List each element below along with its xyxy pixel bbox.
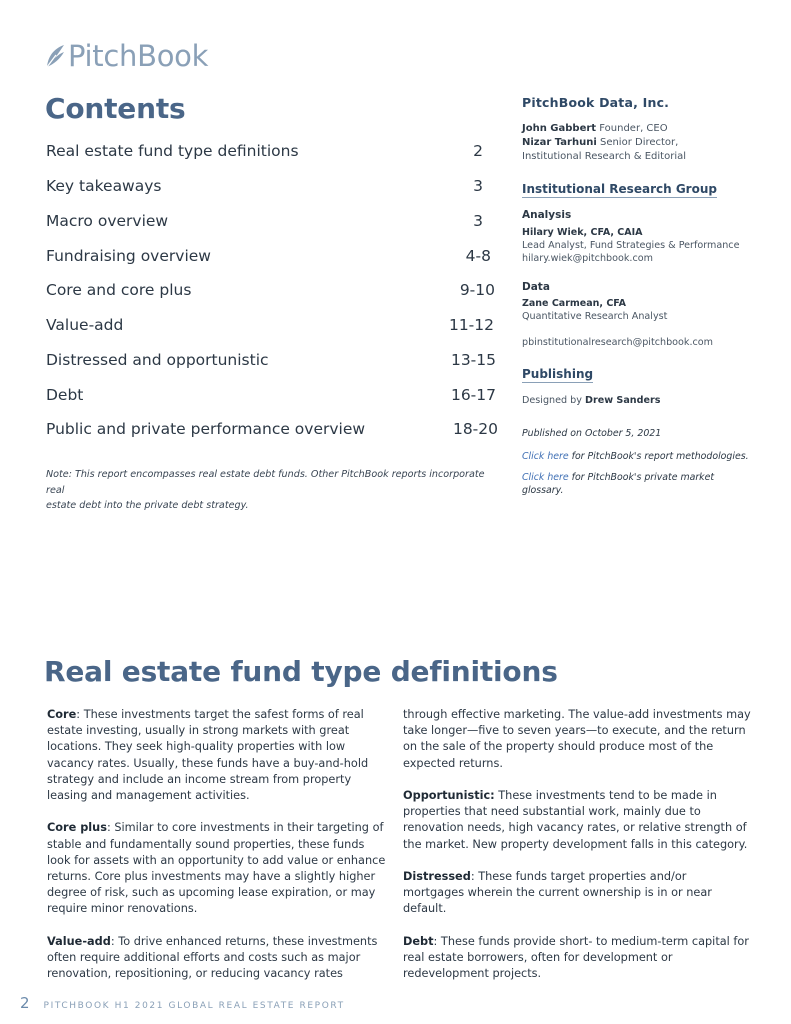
definition-opportunistic [403,788,751,853]
definition-text: : These funds target properties and/or mortgages wherein the current ownership is in or near default. [403,870,712,916]
toc-item[interactable] [46,377,498,412]
toc-item-label: Public and private performance overview [46,420,366,439]
page-footer [20,994,345,1012]
toc-item-page: 9-10 [459,281,495,300]
toc-item[interactable] [46,204,498,239]
toc-item-label: Fundraising overview [46,246,211,265]
glossary-link-suffix: for PitchBook's private market [571,472,715,483]
definition-text: These investments tend to be made in properties that need substantial work, mainly due to renovation needs, high vacancy rates, or relative strength of the market. New property development falls in this category. [403,789,748,851]
page-number: 2 [20,994,30,1012]
director-title-cont: Institutional Research & Editorial [522,151,686,162]
toc-item-label: Debt [46,385,84,404]
toc-item-label: Core and core plus [46,281,192,300]
toc-item-page: 4-8 [465,246,491,265]
glossary-link-suffix-cont: glossary. [522,485,564,496]
definition-text: : These investments target the safest forms of real estate investing, usually in strong markets with great locations. They seek high-quality properties with low vacancy rates. Usually, these funds have a buy-and-hold strategy and include an income stream from property leasing and management activities. [47,708,369,803]
ceo-line [522,123,668,134]
toc-item-label: Real estate fund type definitions [46,142,299,161]
toc-item-label: Key takeaways [46,177,162,196]
toc-item-label: Macro overview [46,211,169,230]
pitchbook-logo [44,36,208,76]
term-distressed: Distressed [403,870,471,883]
toc-item[interactable] [46,308,498,343]
definition-distressed [403,869,751,918]
designed-by-line [522,395,660,406]
toc-item-page: 13-15 [450,350,496,369]
definition-text: : To drive enhanced returns, these investments often require additional efforts and costs such as major renovation, repositioning, or reducing vacancy rates [47,934,378,981]
contents-title: Contents [45,92,186,125]
methodology-link-suffix: for PitchBook's report methodologies. [571,451,749,462]
analyst-name: Hilary Wiek, CFA, CAIA [522,227,643,238]
group-heading: Institutional Research Group [522,182,717,196]
note-line: estate debt into the private debt strategy. [46,500,249,511]
toc-item[interactable] [46,134,498,169]
definition-value-add-cont: through effective marketing. The value-add investments may take longer—five to seven years—to execute, and the return on the sale of the property should produce most of the expected returns. [403,708,751,770]
definition-core [47,707,387,804]
term-core-plus: Core plus [47,821,107,835]
designed-by-prefix: Designed by [522,395,582,406]
toc-item[interactable] [46,412,498,447]
table-of-contents [46,134,498,447]
toc-item-page: 2 [473,142,483,161]
toc-item-page: 3 [473,177,483,196]
data-analyst-name: Zane Carmean, CFA [522,298,627,309]
definition-value-add [47,934,387,983]
ceo-title: Founder, CEO [599,123,668,134]
published-date: Published on October 5, 2021 [522,428,662,439]
pitchbook-leaf-icon [44,43,66,69]
toc-item-page: 18-20 [452,420,498,439]
toc-item-page: 16-17 [450,385,496,404]
analyst-email[interactable]: hilary.wiek@pitchbook.com [522,253,653,264]
contents-note [46,467,496,514]
definitions-column-right [403,707,751,999]
definition-core-plus [47,820,387,917]
toc-item[interactable] [46,238,498,273]
definitions-column-left [47,707,387,999]
section-title: Real estate fund type definitions [44,655,558,688]
company-name: PitchBook Data, Inc. [522,95,670,110]
toc-item[interactable] [46,169,498,204]
data-heading: Data [522,281,550,293]
definition-text: : These funds provide short- to medium-term capital for real estate borrowers, often for development or redevelopment projects. [403,934,749,981]
publishing-heading: Publishing [522,367,594,381]
term-core: Core [47,708,77,721]
analysis-heading: Analysis [522,209,572,221]
data-analyst-title: Quantitative Research Analyst [522,311,668,322]
director-line [522,137,678,148]
director-title: Senior Director, [599,137,679,148]
definition-text: : Similar to core investments in their targeting of stable and fundamentally sound properties, these funds look for assets with an opportunity to add value or enhance returns. Core plus investments may have a slightly higher degree of risk, such as upcoming lease expiration, or may require minor renovations. [47,821,386,916]
glossary-link[interactable]: Click here [522,472,569,483]
ceo-name: John Gabbert [522,123,597,134]
toc-item[interactable] [46,273,498,308]
group-email[interactable]: pbinstitutionalresearch@pitchbook.com [522,337,714,348]
toc-item-label: Value-add [46,316,124,335]
toc-item-label: Distressed and opportunistic [46,350,269,369]
analyst-title: Lead Analyst, Fund Strategies & Performance [522,240,740,251]
toc-item-page: 11-12 [448,316,494,335]
toc-item[interactable] [46,343,498,378]
definition-debt [403,934,751,983]
term-value-add: Value-add [47,934,111,948]
designer-name: Drew Sanders [585,395,661,406]
term-opportunistic: Opportunistic: [403,789,495,802]
glossary-link-line [522,472,714,483]
note-line: Note: This report encompasses real estate debt funds. Other PitchBook reports incorporate real [46,469,485,496]
methodology-link[interactable]: Click here [522,451,569,462]
director-name: Nizar Tarhuni [522,137,597,148]
toc-item-page: 3 [473,211,483,230]
term-debt: Debt [403,934,434,948]
report-title: PITCHBOOK H1 2021 GLOBAL REAL ESTATE REPORT [43,1001,345,1011]
logo-text: PitchBook [68,39,209,73]
methodology-link-line [522,451,749,462]
